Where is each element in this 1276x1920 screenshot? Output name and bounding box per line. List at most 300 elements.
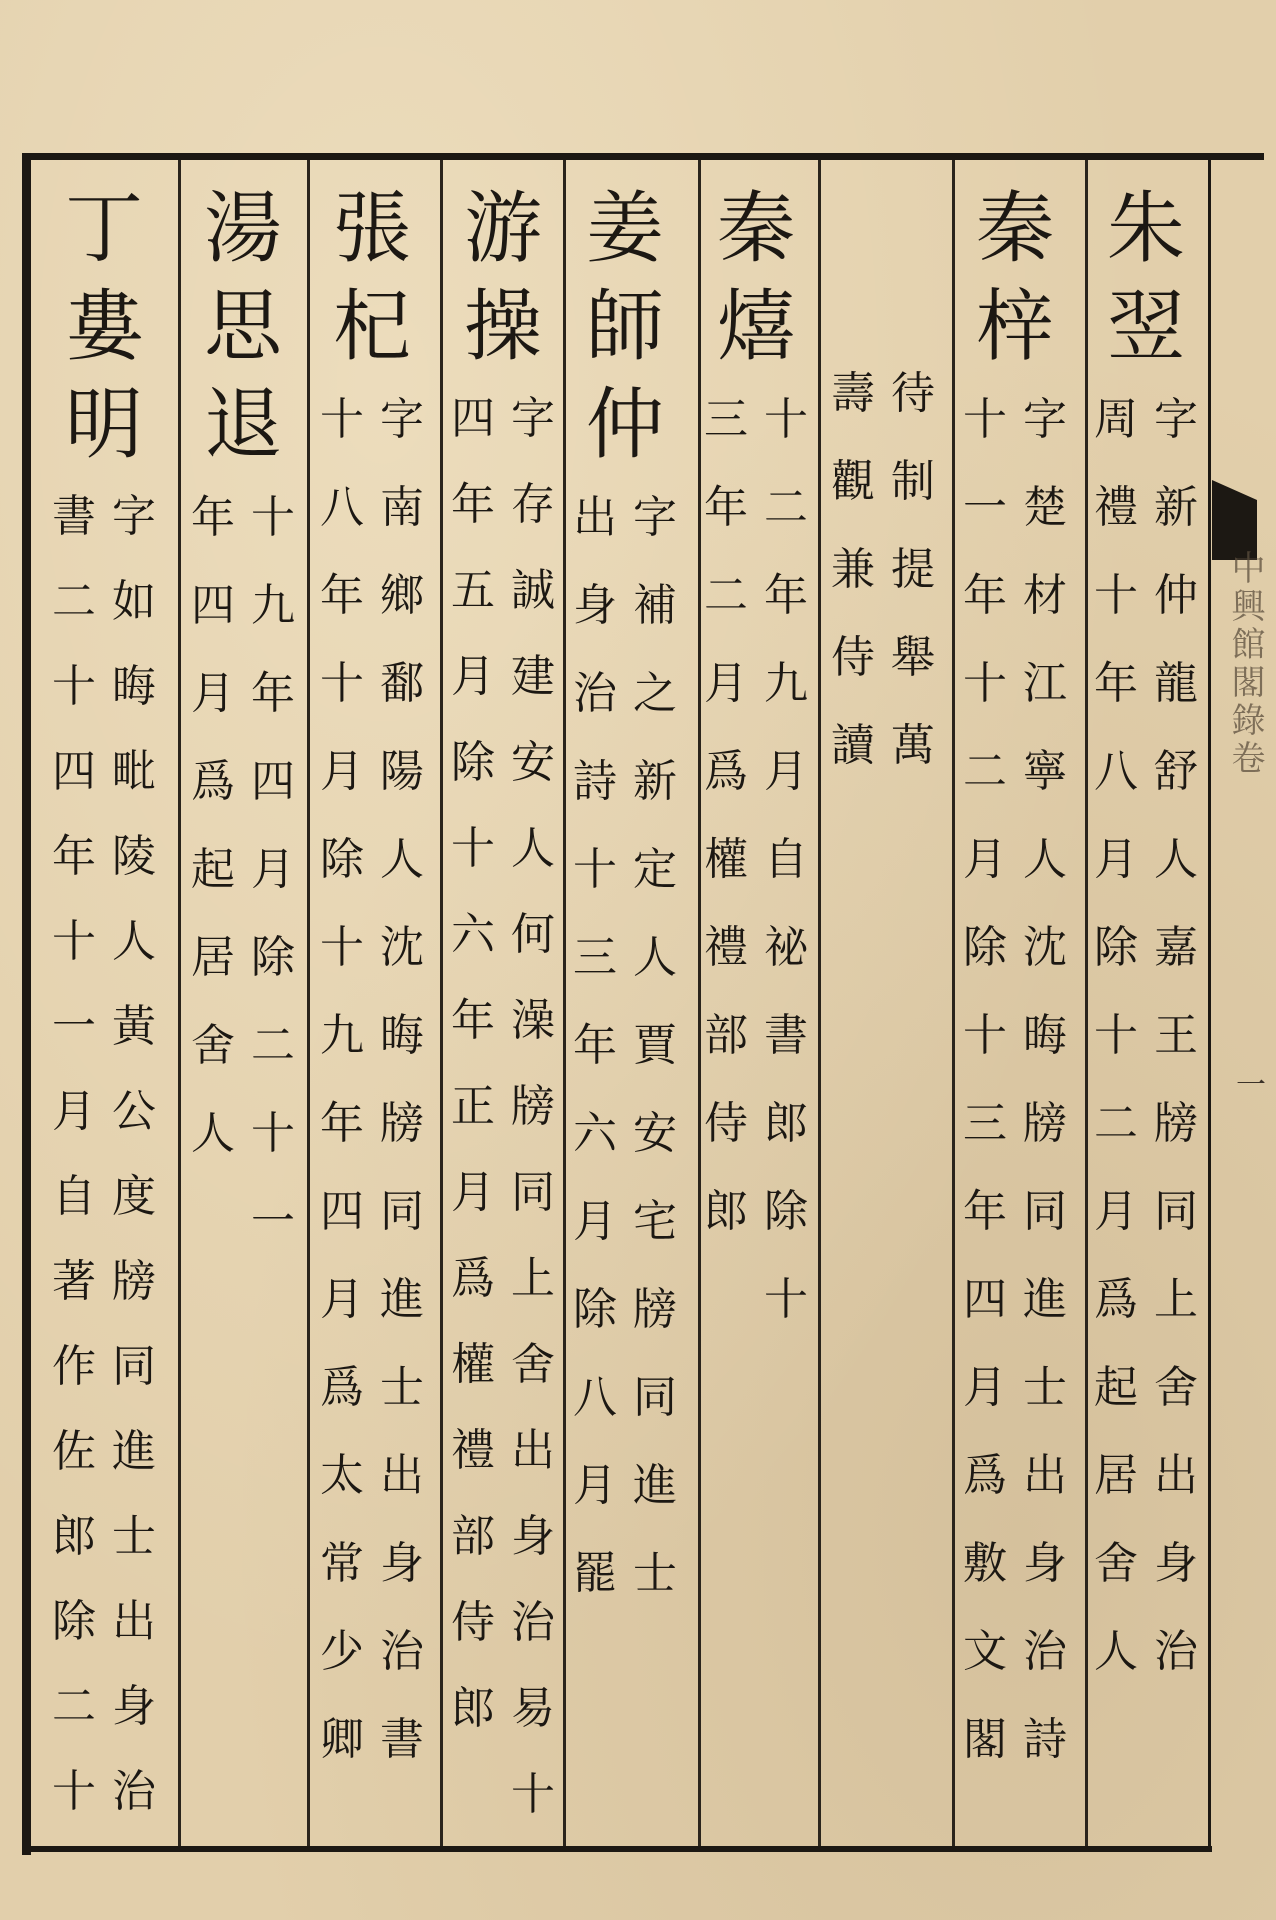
annotation-glyph: 進 [1023,1274,1067,1325]
annotation-glyph: 佐 [52,1426,96,1477]
annotation-glyph: 舍 [511,1339,555,1390]
annotation-glyph: 除 [1094,922,1138,973]
annotation-glyph: 易 [511,1683,555,1734]
annotation-glyph: 書 [764,1010,808,1061]
annotation-glyph: 詩 [1023,1714,1067,1765]
annotation-glyph: 十 [52,661,96,712]
annotation-glyph: 十 [511,1769,555,1820]
annotation-glyph: 八 [1094,746,1138,797]
annotation-glyph: 郎 [764,1098,808,1149]
annotation-glyph: 周 [1094,394,1138,445]
annotation-line [698,376,754,1344]
annotation-glyph: 沈 [380,922,424,973]
annotation-glyph: 陵 [112,831,156,882]
annotation-glyph: 出 [1023,1450,1067,1501]
annotation-glyph: 舉 [891,632,935,683]
annotation-glyph: 人 [1023,834,1067,885]
annotation-glyph: 出 [573,492,617,543]
name-glyph: 仲 [585,380,664,470]
annotation-glyph: 月 [704,658,748,709]
annotation-glyph: 南 [380,482,424,533]
annotation-glyph: 字 [1023,394,1067,445]
annotation-glyph: 寧 [1023,746,1067,797]
name-glyph: 退 [203,380,282,470]
annotation-glyph: 安 [511,737,555,788]
annotation-glyph: 郎 [704,1186,748,1237]
annotation-glyph: 出 [511,1425,555,1476]
annotation-glyph: 二 [704,570,748,621]
annotation-glyph: 舍 [1154,1362,1198,1413]
annotation-glyph: 年 [1094,658,1138,709]
annotation-glyph: 提 [891,544,935,595]
annotation-glyph: 十 [52,1766,96,1817]
annotation-glyph: 月 [963,834,1007,885]
annotation-glyph: 五 [451,565,495,616]
annotation-line [46,474,102,1834]
annotation-glyph: 身 [112,1681,156,1732]
annotation-glyph: 一 [251,1196,295,1247]
annotation-glyph: 晦 [112,661,156,712]
annotation-glyph: 人 [511,823,555,874]
annotation-glyph: 士 [380,1362,424,1413]
annotation-glyph: 晦 [1023,1010,1067,1061]
annotation-glyph: 身 [380,1538,424,1589]
annotation-glyph: 九 [764,658,808,709]
annotation-glyph: 牓 [112,1256,156,1307]
annotation-glyph: 同 [511,1167,555,1218]
annotation-glyph: 卿 [320,1714,364,1765]
entry-annotation [567,474,683,1618]
annotation-glyph: 年 [704,482,748,533]
annotation-glyph: 月 [1094,1186,1138,1237]
annotation-glyph: 居 [191,932,235,983]
entry-column [560,180,690,1618]
entry-annotation [698,376,814,1344]
annotation-glyph: 三 [573,932,617,983]
annotation-glyph: 二 [52,576,96,627]
annotation-glyph: 年 [963,570,1007,621]
annotation-glyph: 誠 [511,565,555,616]
annotation-glyph: 新 [633,756,677,807]
annotation-glyph: 公 [112,1086,156,1137]
annotation-line [445,376,501,1838]
annotation-glyph: 人 [380,834,424,885]
name-glyph: 翌 [1106,282,1185,372]
annotation-glyph: 士 [1023,1362,1067,1413]
annotation-glyph: 治 [380,1626,424,1677]
entry-name [323,180,421,376]
annotation-glyph: 士 [633,1548,677,1599]
annotation-glyph: 江 [1023,658,1067,709]
annotation-glyph: 八 [320,482,364,533]
annotation-glyph: 同 [112,1341,156,1392]
name-glyph: 思 [203,282,282,372]
annotation-glyph: 同 [1023,1186,1067,1237]
annotation-glyph: 月 [320,746,364,797]
annotation-line [1088,376,1144,1696]
annotation-glyph: 建 [511,651,555,702]
entry-annotation [46,474,162,1834]
annotation-glyph: 士 [112,1511,156,1562]
annotation-glyph: 爲 [191,756,235,807]
annotation-glyph: 黃 [112,1001,156,1052]
annotation-glyph: 人 [191,1108,235,1159]
annotation-glyph: 讀 [831,720,875,771]
entry-column [1081,180,1211,1696]
annotation-glyph: 除 [764,1186,808,1237]
annotation-glyph: 制 [891,456,935,507]
entry-column [438,180,568,1838]
name-glyph: 秦 [716,184,795,274]
name-glyph: 杞 [332,282,411,372]
entry-name [454,180,552,376]
annotation-glyph: 一 [963,482,1007,533]
entry-annotation [1088,376,1204,1696]
annotation-glyph: 十 [251,1108,295,1159]
annotation-glyph: 牓 [1154,1098,1198,1149]
annotation-glyph: 存 [511,479,555,530]
annotation-line [627,474,683,1618]
annotation-glyph: 月 [191,668,235,719]
annotation-glyph: 敷 [963,1538,1007,1589]
annotation-glyph: 年 [451,479,495,530]
annotation-glyph: 年 [320,570,364,621]
annotation-glyph: 月 [451,651,495,702]
entry-name [966,180,1064,376]
annotation-glyph: 陽 [380,746,424,797]
annotation-glyph: 作 [52,1341,96,1392]
annotation-glyph: 一 [52,1001,96,1052]
annotation-glyph: 侍 [451,1597,495,1648]
annotation-glyph: 書 [380,1714,424,1765]
annotation-glyph: 爲 [320,1362,364,1413]
annotation-glyph: 自 [52,1171,96,1222]
annotation-glyph: 部 [451,1511,495,1562]
annotation-glyph: 四 [320,1186,364,1237]
entry-name [55,180,153,474]
entry-name [576,180,674,474]
annotation-glyph: 治 [1023,1626,1067,1677]
annotation-glyph: 禮 [451,1425,495,1476]
annotation-line [567,474,623,1618]
annotation-glyph: 如 [112,576,156,627]
annotation-glyph: 常 [320,1538,364,1589]
annotation-glyph: 毗 [112,746,156,797]
annotation-glyph: 月 [573,1460,617,1511]
annotation-glyph: 待 [891,368,935,419]
entry-column [691,180,821,1344]
entry-annotation [957,376,1073,1784]
annotation-glyph: 二 [52,1681,96,1732]
annotation-glyph: 禮 [704,922,748,973]
annotation-glyph: 三 [704,394,748,445]
annotation-glyph: 治 [573,668,617,719]
annotation-glyph: 年 [963,1186,1007,1237]
annotation-glyph: 進 [112,1426,156,1477]
annotation-glyph: 年 [191,492,235,543]
annotation-glyph: 除 [320,834,364,885]
fore-edge-page-number: 一 [1236,1068,1266,1103]
annotation-glyph: 身 [1023,1538,1067,1589]
annotation-line [1017,376,1073,1784]
annotation-glyph: 何 [511,909,555,960]
annotation-glyph: 十 [963,658,1007,709]
annotation-glyph: 自 [764,834,808,885]
name-glyph: 丁 [64,184,143,274]
annotation-glyph: 同 [1154,1186,1198,1237]
frame-bottom-rule [22,1846,1212,1852]
annotation-glyph: 鄉 [380,570,424,621]
name-glyph: 師 [585,282,664,372]
annotation-glyph: 爲 [1094,1274,1138,1325]
annotation-glyph: 同 [633,1372,677,1423]
annotation-glyph: 安 [633,1108,677,1159]
entry-annotation [825,350,941,790]
annotation-glyph: 太 [320,1450,364,1501]
annotation-glyph: 字 [380,394,424,445]
annotation-line [885,350,941,790]
annotation-glyph: 侍 [704,1098,748,1149]
annotation-glyph: 十 [764,394,808,445]
annotation-glyph: 補 [633,580,677,631]
annotation-line [185,474,241,1266]
annotation-glyph: 九 [320,1010,364,1061]
annotation-line [505,376,561,1838]
annotation-glyph: 六 [451,909,495,960]
annotation-glyph: 二 [251,1020,295,1071]
entry-name [194,180,292,474]
entry-column [307,180,437,1784]
annotation-glyph: 九 [251,580,295,631]
annotation-glyph: 罷 [573,1548,617,1599]
annotation-glyph: 月 [451,1167,495,1218]
annotation-glyph: 年 [451,995,495,1046]
name-glyph: 游 [463,184,542,274]
annotation-glyph: 權 [704,834,748,885]
annotation-glyph: 牓 [633,1284,677,1335]
annotation-glyph: 年 [52,831,96,882]
entry-column [818,350,948,790]
annotation-glyph: 舍 [191,1020,235,1071]
annotation-glyph: 晦 [380,1010,424,1061]
annotation-glyph: 郎 [52,1511,96,1562]
annotation-glyph: 文 [963,1626,1007,1677]
annotation-glyph: 閣 [963,1714,1007,1765]
annotation-glyph: 十 [963,394,1007,445]
annotation-glyph: 侍 [831,632,875,683]
annotation-glyph: 除 [52,1596,96,1647]
annotation-glyph: 十 [764,1274,808,1325]
annotation-line [245,474,301,1266]
fish-tail-mark [1212,480,1257,560]
annotation-glyph: 月 [251,844,295,895]
name-glyph: 秦 [975,184,1054,274]
annotation-glyph: 四 [451,393,495,444]
annotation-glyph: 牓 [1023,1098,1067,1149]
annotation-glyph: 爲 [451,1253,495,1304]
name-glyph: 朱 [1106,184,1185,274]
annotation-glyph: 宅 [633,1196,677,1247]
annotation-glyph: 賈 [633,1020,677,1071]
annotation-glyph: 八 [573,1372,617,1423]
annotation-glyph: 出 [112,1596,156,1647]
annotation-glyph: 祕 [764,922,808,973]
annotation-glyph: 治 [112,1766,156,1817]
annotation-glyph: 居 [1094,1450,1138,1501]
annotation-glyph: 月 [573,1196,617,1247]
annotation-glyph: 爲 [704,746,748,797]
annotation-glyph: 起 [1094,1362,1138,1413]
annotation-glyph: 書 [52,491,96,542]
annotation-glyph: 十 [251,492,295,543]
name-glyph: 明 [64,380,143,470]
annotation-glyph: 十 [52,916,96,967]
annotation-line [314,376,370,1784]
name-glyph: 操 [463,282,542,372]
annotation-glyph: 觀 [831,456,875,507]
annotation-glyph: 身 [1154,1538,1198,1589]
annotation-glyph: 禮 [1094,482,1138,533]
annotation-glyph: 年 [764,570,808,621]
annotation-glyph: 二 [963,746,1007,797]
annotation-glyph: 月 [320,1274,364,1325]
annotation-glyph: 上 [511,1253,555,1304]
annotation-glyph: 除 [251,932,295,983]
annotation-glyph: 部 [704,1010,748,1061]
annotation-glyph: 上 [1154,1274,1198,1325]
annotation-line [758,376,814,1344]
annotation-glyph: 著 [52,1256,96,1307]
annotation-glyph: 仲 [1154,570,1198,621]
annotation-glyph: 除 [451,737,495,788]
annotation-glyph: 治 [511,1597,555,1648]
name-glyph: 湯 [203,184,282,274]
annotation-glyph: 四 [251,756,295,807]
annotation-glyph: 十 [320,394,364,445]
annotation-glyph: 爲 [963,1450,1007,1501]
annotation-glyph: 字 [511,393,555,444]
annotation-glyph: 身 [573,580,617,631]
frame-top-rule [22,153,1264,160]
frame-left-rule [22,155,31,1855]
annotation-glyph: 十 [963,1010,1007,1061]
annotation-glyph: 治 [1154,1626,1198,1677]
entry-column [178,180,308,1266]
annotation-glyph: 人 [1154,834,1198,885]
annotation-glyph: 牓 [380,1098,424,1149]
annotation-glyph: 度 [112,1171,156,1222]
annotation-glyph: 舍 [1094,1538,1138,1589]
annotation-glyph: 十 [451,823,495,874]
annotation-glyph: 年 [573,1020,617,1071]
annotation-glyph: 少 [320,1626,364,1677]
annotation-line [1148,376,1204,1696]
annotation-glyph: 人 [1094,1626,1138,1677]
annotation-glyph: 材 [1023,570,1067,621]
annotation-glyph: 進 [380,1274,424,1325]
annotation-glyph: 二 [1094,1098,1138,1149]
annotation-glyph: 六 [573,1108,617,1159]
annotation-glyph: 舒 [1154,746,1198,797]
entry-column [39,180,169,1834]
annotation-glyph: 出 [1154,1450,1198,1501]
annotation-glyph: 月 [963,1362,1007,1413]
annotation-glyph: 出 [380,1450,424,1501]
annotation-glyph: 除 [963,922,1007,973]
annotation-glyph: 壽 [831,368,875,419]
name-glyph: 姜 [585,184,664,274]
annotation-glyph: 詩 [573,756,617,807]
annotation-glyph: 十 [320,658,364,709]
annotation-glyph: 十 [320,922,364,973]
annotation-glyph: 月 [1094,834,1138,885]
name-glyph: 婁 [64,282,143,372]
annotation-glyph: 人 [112,916,156,967]
annotation-line [374,376,430,1784]
annotation-glyph: 四 [52,746,96,797]
entry-annotation [314,376,430,1784]
annotation-glyph: 二 [764,482,808,533]
annotation-glyph: 龍 [1154,658,1198,709]
annotation-glyph: 進 [633,1460,677,1511]
annotation-glyph: 字 [633,492,677,543]
annotation-glyph: 鄱 [380,658,424,709]
annotation-glyph: 牓 [511,1081,555,1132]
entry-name [1097,180,1195,376]
fore-edge-title: 中興館閣錄卷 [1225,550,1265,778]
annotation-glyph: 身 [511,1511,555,1562]
annotation-glyph: 四 [191,580,235,631]
name-glyph: 熺 [716,282,795,372]
annotation-glyph: 除 [573,1284,617,1335]
name-glyph: 張 [332,184,411,274]
annotation-glyph: 兼 [831,544,875,595]
annotation-glyph: 四 [963,1274,1007,1325]
annotation-glyph: 嘉 [1154,922,1198,973]
annotation-glyph: 人 [633,932,677,983]
entry-annotation [185,474,301,1266]
name-glyph: 梓 [975,282,1054,372]
annotation-glyph: 沈 [1023,922,1067,973]
annotation-glyph: 十 [573,844,617,895]
annotation-glyph: 之 [633,668,677,719]
annotation-glyph: 十 [1094,1010,1138,1061]
annotation-glyph: 字 [112,491,156,542]
entry-column [950,180,1080,1784]
annotation-glyph: 新 [1154,482,1198,533]
annotation-glyph: 年 [320,1098,364,1149]
annotation-glyph: 王 [1154,1010,1198,1061]
annotation-glyph: 權 [451,1339,495,1390]
annotation-glyph: 萬 [891,720,935,771]
annotation-glyph: 定 [633,844,677,895]
annotation-glyph: 楚 [1023,482,1067,533]
annotation-glyph: 三 [963,1098,1007,1149]
annotation-glyph: 郎 [451,1683,495,1734]
annotation-glyph: 同 [380,1186,424,1237]
annotation-glyph: 澡 [511,995,555,1046]
annotation-glyph: 月 [764,746,808,797]
annotation-glyph: 正 [451,1081,495,1132]
annotation-glyph: 年 [251,668,295,719]
annotation-line [957,376,1013,1784]
annotation-glyph: 月 [52,1086,96,1137]
annotation-glyph: 字 [1154,394,1198,445]
annotation-glyph: 十 [1094,570,1138,621]
annotation-line [106,474,162,1834]
entry-name [707,180,805,376]
annotation-glyph: 起 [191,844,235,895]
